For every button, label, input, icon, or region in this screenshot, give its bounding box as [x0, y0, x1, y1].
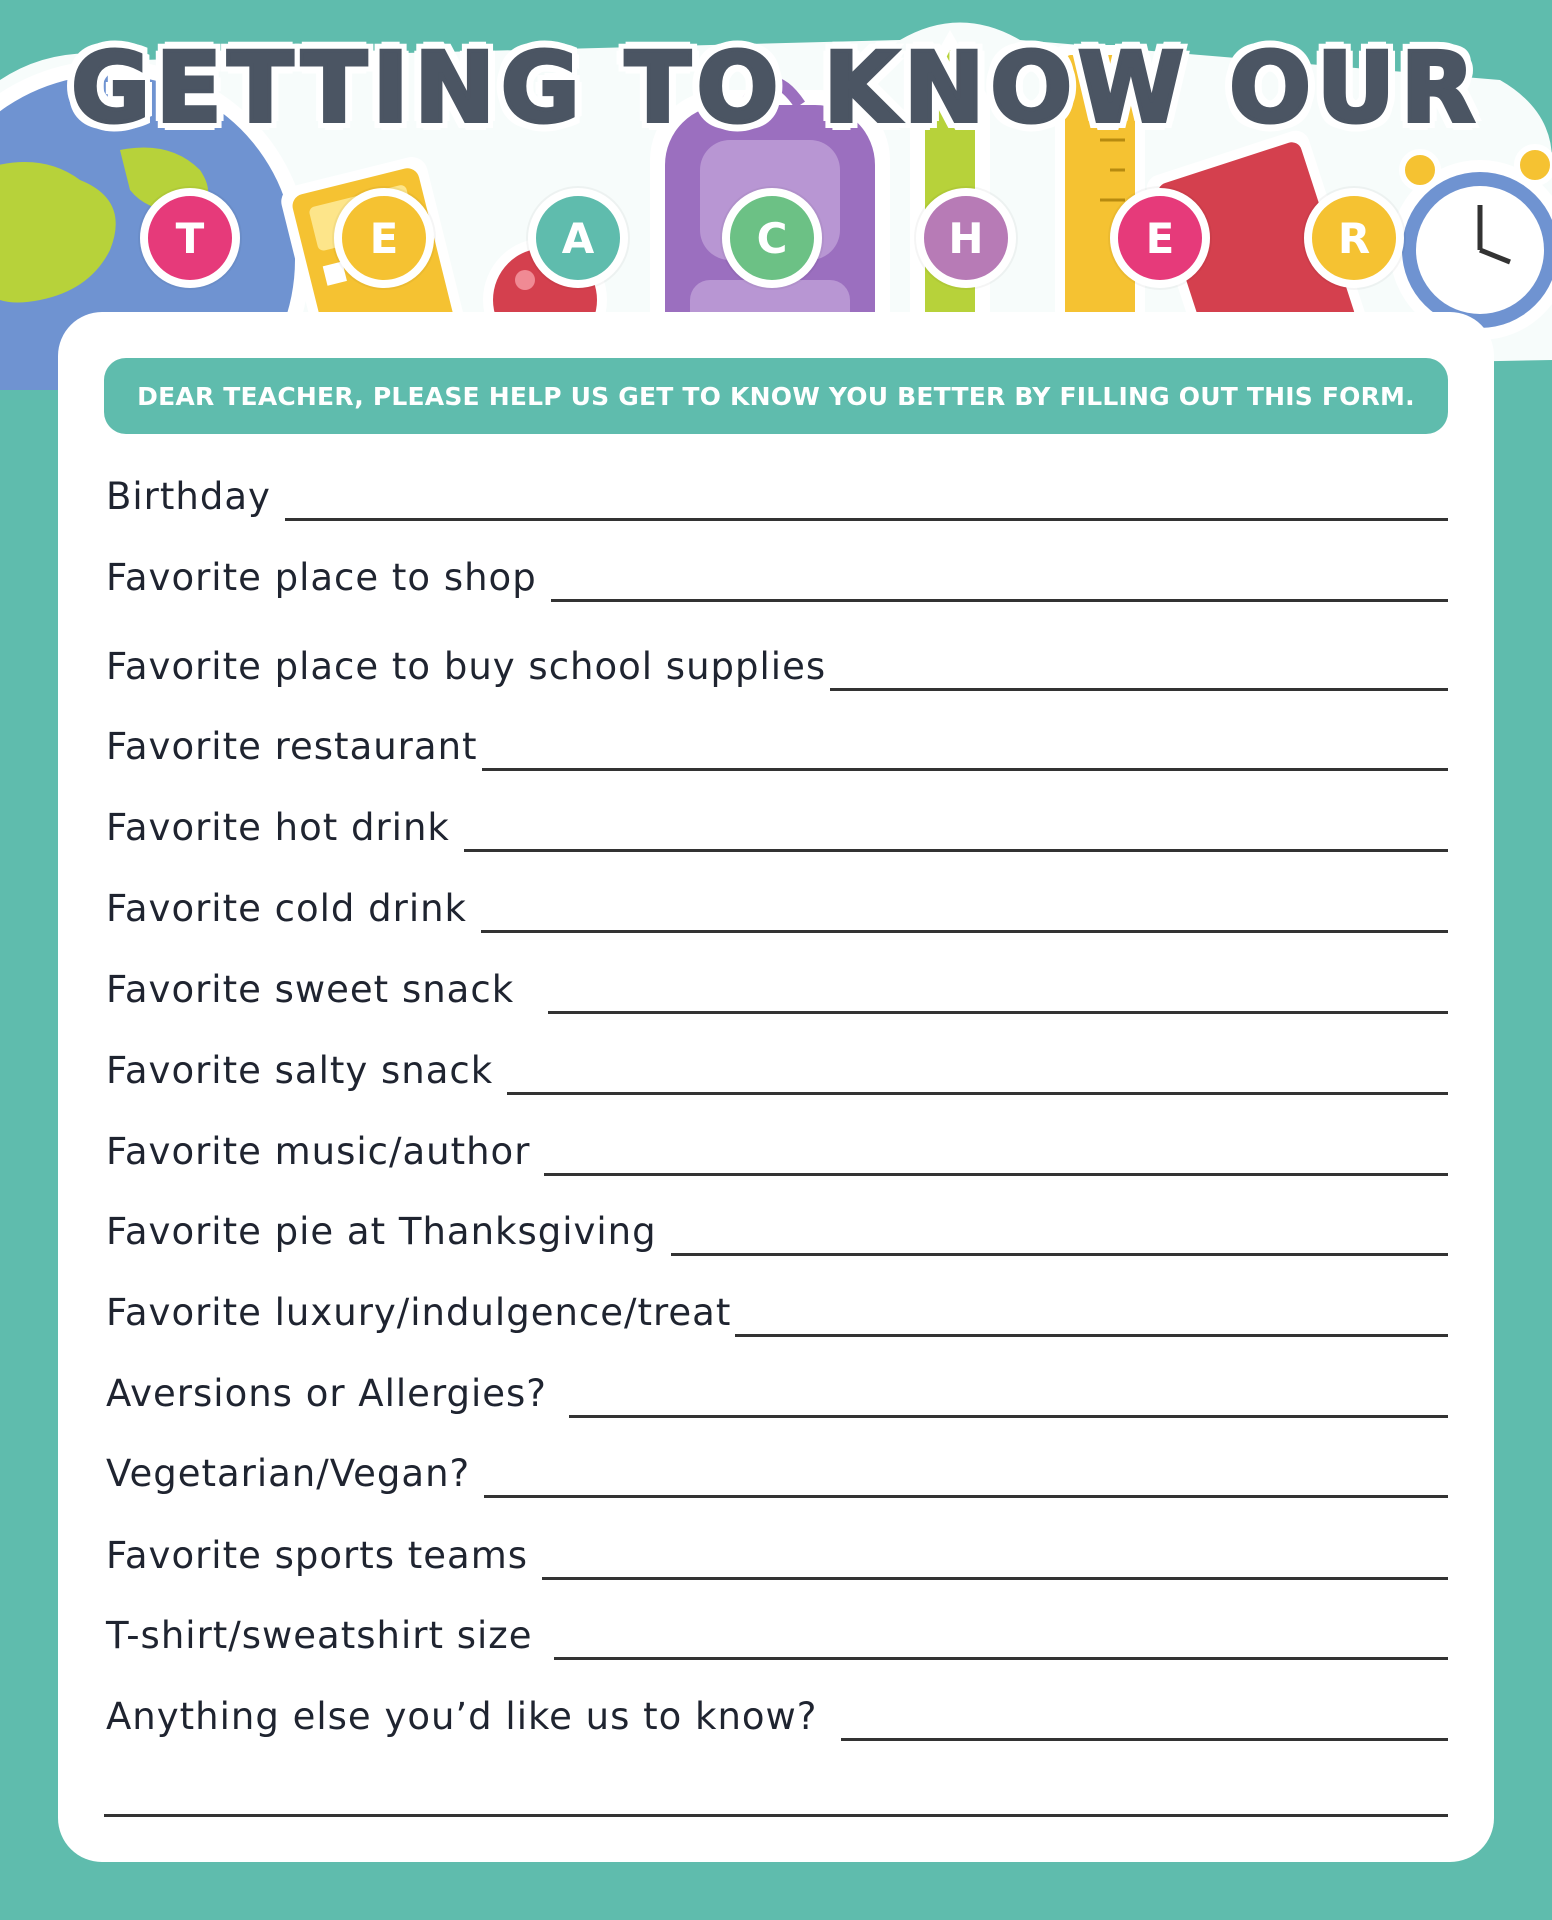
letter-badge: A — [528, 188, 628, 288]
field-label: Favorite salty snack — [106, 1049, 494, 1092]
field-label: Anything else you’d like us to know? — [106, 1695, 818, 1738]
answer-line[interactable] — [554, 1657, 1448, 1660]
form-row — [106, 725, 1448, 768]
field-label: Favorite sports teams — [106, 1534, 529, 1577]
form-card — [58, 312, 1494, 1862]
field-label: Favorite place to shop — [106, 556, 537, 599]
form-row — [106, 1534, 1448, 1577]
answer-line[interactable] — [841, 1738, 1448, 1741]
form-row — [106, 887, 1448, 930]
instructions-banner: DEAR TEACHER, PLEASE HELP US GET TO KNOW YOU BETTER BY FILLING OUT THIS FORM. — [104, 358, 1448, 434]
answer-line[interactable] — [569, 1415, 1448, 1418]
form-row — [106, 1130, 1448, 1173]
field-label: Aversions or Allergies? — [106, 1372, 547, 1415]
answer-line[interactable] — [464, 849, 1448, 852]
field-label: Vegetarian/Vegan? — [106, 1452, 471, 1495]
form-row — [106, 1452, 1448, 1495]
field-label: Favorite hot drink — [106, 806, 450, 849]
form-row — [106, 645, 1448, 688]
answer-line[interactable] — [830, 688, 1448, 691]
letter-badge: C — [722, 188, 822, 288]
form-row — [106, 1372, 1448, 1415]
form-row — [106, 556, 1448, 599]
answer-line[interactable] — [482, 768, 1448, 771]
field-label: Favorite restaurant — [106, 725, 478, 768]
form-row — [106, 1695, 1448, 1738]
extra-answer-line[interactable] — [104, 1814, 1448, 1817]
answer-line[interactable] — [484, 1495, 1448, 1498]
field-label: Favorite cold drink — [106, 887, 467, 930]
field-label: T-shirt/sweatshirt size — [106, 1614, 533, 1657]
field-label: Favorite luxury/indulgence/treat — [106, 1291, 732, 1334]
teacher-letters — [0, 188, 1552, 288]
answer-line[interactable] — [548, 1011, 1448, 1014]
answer-line[interactable] — [507, 1092, 1448, 1095]
answer-line[interactable] — [542, 1577, 1448, 1580]
form-row — [106, 806, 1448, 849]
form-row — [106, 1049, 1448, 1092]
answer-line[interactable] — [735, 1334, 1448, 1337]
field-label: Birthday — [106, 475, 271, 518]
letter-badge: E — [334, 188, 434, 288]
field-label: Favorite music/author — [106, 1130, 531, 1173]
form-row — [106, 1210, 1448, 1253]
field-label: Favorite pie at Thanksgiving — [106, 1210, 657, 1253]
answer-line[interactable] — [481, 930, 1448, 933]
letter-badge: T — [140, 188, 240, 288]
form-row — [106, 475, 1448, 518]
answer-line[interactable] — [551, 599, 1448, 602]
page-title: GETTING TO KNOW OUR — [71, 32, 1481, 144]
answer-line[interactable] — [544, 1173, 1448, 1176]
form-row — [106, 968, 1448, 1011]
field-label: Favorite place to buy school supplies — [106, 645, 827, 688]
answer-line[interactable] — [671, 1253, 1448, 1256]
answer-line[interactable] — [285, 518, 1448, 521]
field-label: Favorite sweet snack — [106, 968, 515, 1011]
letter-badge: R — [1304, 188, 1404, 288]
letter-badge: E — [1110, 188, 1210, 288]
letter-badge: H — [916, 188, 1016, 288]
form-row — [106, 1614, 1448, 1657]
form-row — [106, 1291, 1448, 1334]
